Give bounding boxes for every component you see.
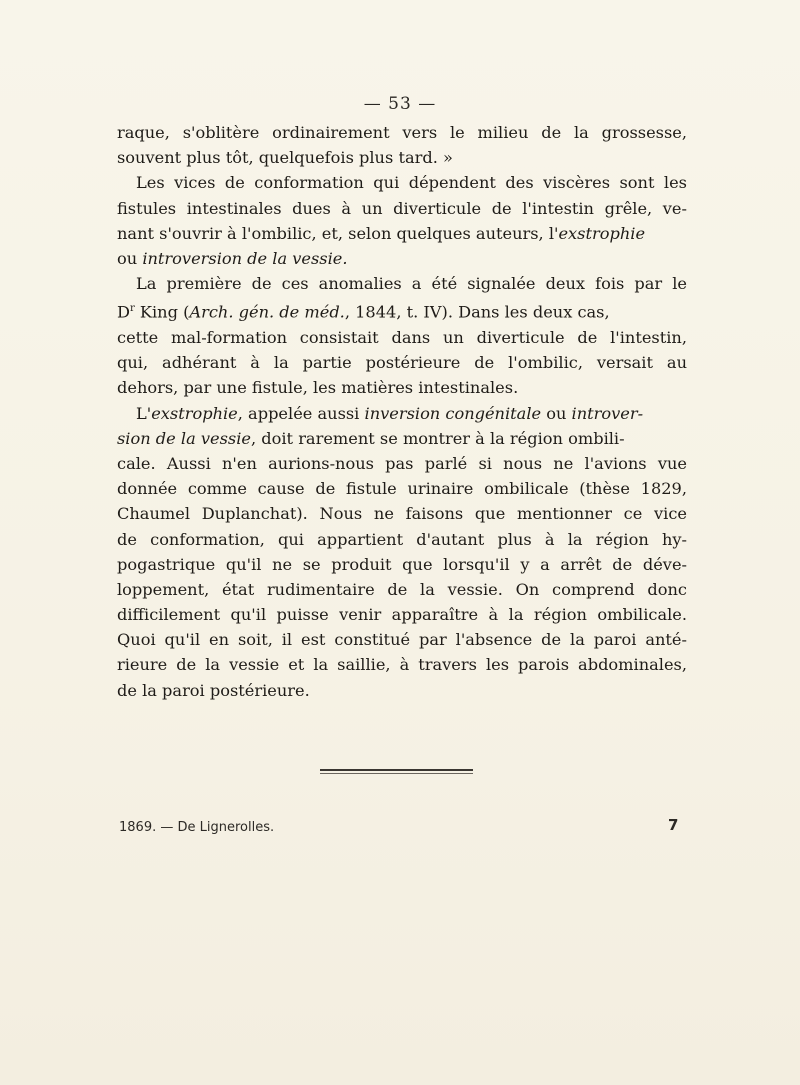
italic-term: inversion congénitale bbox=[364, 403, 542, 423]
text-line bbox=[117, 426, 687, 451]
superscript: r bbox=[129, 303, 135, 315]
text-line bbox=[117, 221, 687, 246]
text-line: qui, adhérant à la partie postérieure de l'ombilic, versait au bbox=[117, 353, 687, 373]
text-line: souvent plus tôt, quelquefois plus tard. » bbox=[117, 148, 453, 168]
text-line: cette mal-formation consistait dans un diverticule de l'intestin, bbox=[117, 327, 687, 347]
text-run: , doit rarement se montrer à la région ombili- bbox=[250, 428, 625, 448]
text-line: raque, s'oblitère ordinairement vers le milieu de la grossesse, bbox=[117, 123, 687, 142]
footer-signature: 1869. — De Lignerolles. bbox=[119, 820, 275, 835]
text-line bbox=[117, 401, 687, 426]
italic-term: sion de la vessie bbox=[117, 428, 251, 448]
section-separator-rule bbox=[320, 769, 473, 771]
text-line: difficilement qu'il puisse venir apparaître à la région ombilicale. bbox=[117, 605, 687, 625]
text-run: , 1844, t. IV). Dans les deux cas, bbox=[344, 302, 610, 322]
page-number: — 53 — bbox=[363, 94, 437, 114]
text-line: Chaumel Duplanchat). Nous ne faisons que mentionner ce vice bbox=[117, 504, 687, 524]
italic-term: exstrophie bbox=[558, 223, 646, 243]
body-text bbox=[117, 120, 687, 703]
italic-term: introver- bbox=[571, 403, 644, 423]
text-run: L' bbox=[136, 403, 152, 423]
text-line: La première de ces anomalies a été signalée deux fois par le bbox=[136, 274, 687, 294]
text-line: dehors, par une fistule, les matières intestinales. bbox=[117, 378, 519, 398]
text-line: Quoi qu'il en soit, il est constitué par l'absence de la paroi anté- bbox=[117, 630, 687, 650]
text-line: cale. Aussi n'en aurions-nous pas parlé si nous ne l'avions vue bbox=[117, 453, 687, 473]
text-run: King ( bbox=[134, 302, 190, 322]
text-run: ou bbox=[117, 248, 143, 268]
text-line: de la paroi postérieure. bbox=[117, 680, 310, 700]
text-line bbox=[117, 246, 687, 271]
italic-term: introversion de la vessie. bbox=[142, 248, 348, 268]
text-line: loppement, état rudimentaire de la vessie. On comprend donc bbox=[117, 579, 687, 599]
text-line: pogastrique qu'il ne se produit que lorsqu'il y a arrêt de déve- bbox=[117, 554, 687, 574]
italic-term: exstrophie bbox=[151, 403, 238, 423]
text-line: Les vices de conformation qui dépendent des viscères sont les bbox=[136, 173, 687, 193]
text-line: rieure de la vessie et la saillie, à travers les parois abdominales, bbox=[117, 655, 687, 675]
italic-citation: Arch. gén. de méd. bbox=[189, 302, 345, 322]
text-run: , appelée aussi bbox=[237, 403, 365, 423]
text-line: fistules intestinales dues à un diverticule de l'intestin grêle, ve- bbox=[117, 198, 687, 218]
text-run: D bbox=[117, 302, 130, 322]
text-run: nant s'ouvrir à l'ombilic, et, selon quelques auteurs, l' bbox=[117, 223, 559, 243]
text-line: de conformation, qui appartient d'autant plus à la région hy- bbox=[117, 529, 687, 549]
text-line: donnée comme cause de fistule urinaire ombilicale (thèse 1829, bbox=[117, 479, 687, 499]
footer-signature-number: 7 bbox=[668, 816, 679, 834]
text-run: ou bbox=[541, 403, 572, 423]
text-line bbox=[117, 296, 687, 325]
